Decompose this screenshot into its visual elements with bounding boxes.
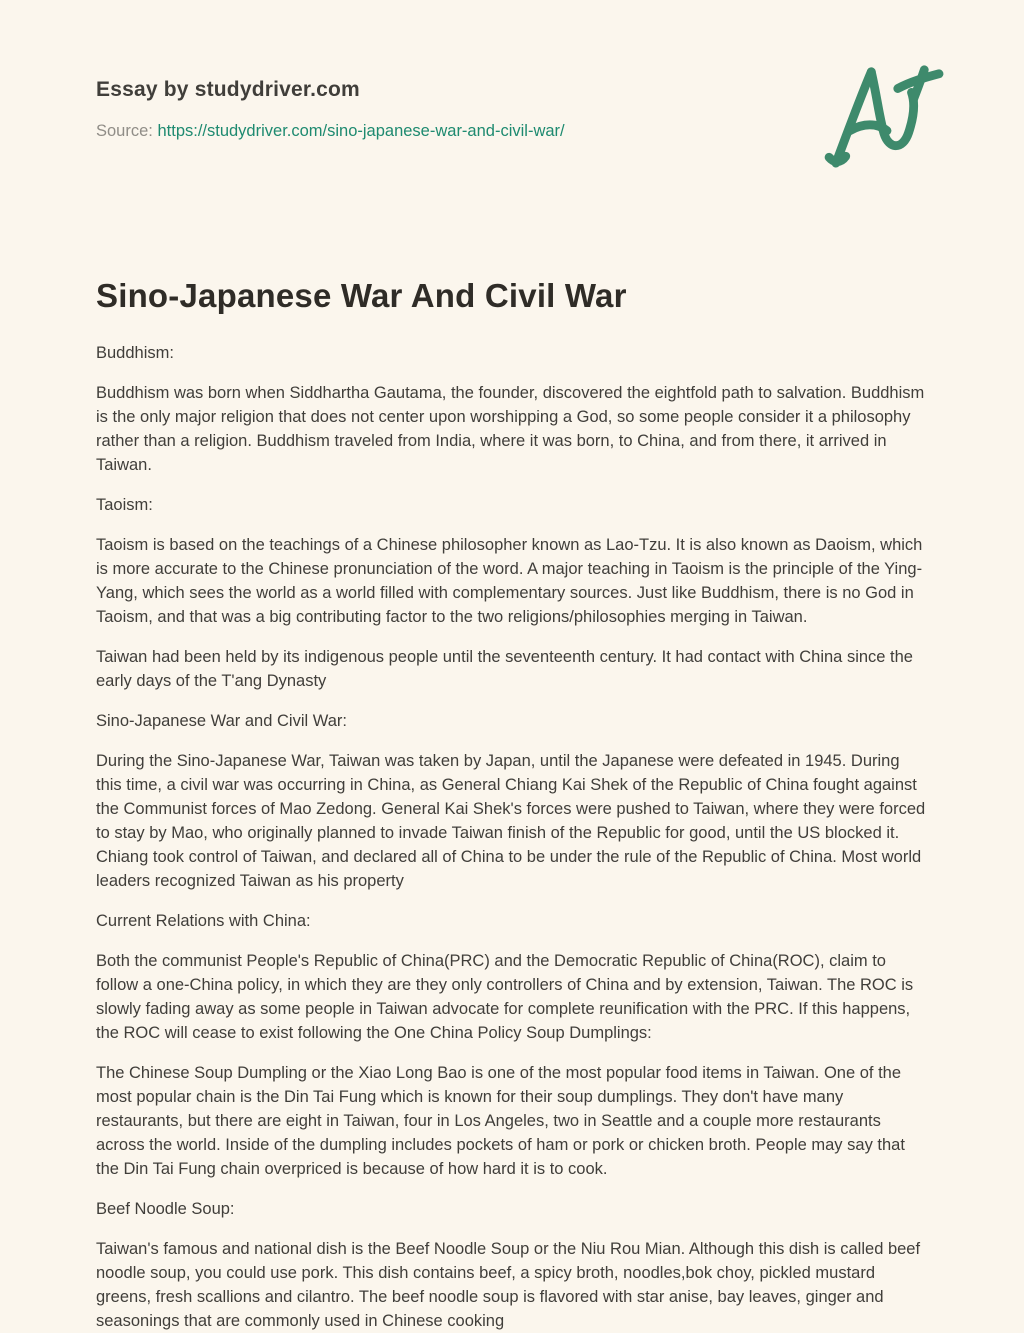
essay-title: Sino-Japanese War And Civil War bbox=[96, 277, 627, 314]
section-label-sino-japanese-war: Sino-Japanese War and Civil War: bbox=[96, 712, 347, 730]
source-label: Source: bbox=[96, 122, 153, 140]
essay-paragraph: Both the communist People's Republic of China(PRC) and the Democratic Republic of China(ROC), claim to follow a one-China policy, in which they are they only controllers of China and by extension, Taiwan. The ROC is slowly fading away as some people in Taiwan advocate for complete reunification with the PRC. If this happens, the ROC will cease to exist following the One China Policy Soup Dumplings: bbox=[96, 952, 914, 1042]
section-label-buddhism: Buddhism: bbox=[96, 344, 174, 362]
section-label-beef-noodle-soup: Beef Noodle Soup: bbox=[96, 1200, 235, 1218]
header-title: Essay by studydriver.com bbox=[96, 78, 360, 101]
essay-paragraph: Taiwan had been held by its indigenous people until the seventeenth century. It had contact with China since the early days of the T'ang Dynasty bbox=[96, 648, 913, 690]
section-label-current-relations: Current Relations with China: bbox=[96, 912, 311, 930]
essay-paragraph: Taiwan's famous and national dish is the Beef Noodle Soup or the Niu Rou Mian. Although this dish is called beef noodle soup, you could use pork. This dish contains beef, a spicy broth, noodles,bok choy, pickled mustard greens, fresh scallions and cilantro. The beef noodle soup is flavored with star anise, bay leaves, ginger and seasonings that are commonly used in Chinese cooking bbox=[96, 1240, 921, 1330]
essay-paragraph: Buddhism was born when Siddhartha Gautama, the founder, discovered the eightfold path to salvation. Buddhism is the only major religion that does not center upon worshipping a God, so some people consider it a philosophy rather than a religion. Buddhism traveled from India, where it was born, to China, and from there, it arrived in Taiwan. bbox=[96, 384, 925, 474]
essay-paragraph: Taoism is based on the teachings of a Chinese philosopher known as Lao-Tzu. It is also known as Daoism, which is more accurate to the Chinese pronunciation of the word. A major teaching in Taoism is the principle of the Ying-Yang, which sees the world as a world filled with complementary sources. Just like Buddhism, there is no God in Taoism, and that was a big contributing factor to the two religions/philosophies merging in Taiwan. bbox=[96, 536, 923, 626]
source-link[interactable]: https://studydriver.com/sino-japanese-war-and-civil-war/ bbox=[157, 122, 565, 140]
essay-content bbox=[96, 277, 928, 1333]
section-label-taoism: Taoism: bbox=[96, 496, 153, 514]
essay-paragraph: During the Sino-Japanese War, Taiwan was taken by Japan, until the Japanese were defeated in 1945. During this time, a civil war was occurring in China, as General Chiang Kai Shek of the Republic of China fought against the Communist forces of Mao Zedong. General Kai Shek's forces were pushed to Taiwan, where they were forced to stay by Mao, who originally planned to invade Taiwan finish of the Republic for good, until the US blocked it. Chiang took control of Taiwan, and declared all of China to be under the rule of the Republic of China. Most world leaders recognized Taiwan as his property bbox=[96, 752, 926, 890]
doc-header bbox=[96, 78, 928, 170]
essay-paragraph: The Chinese Soup Dumpling or the Xiao Long Bao is one of the most popular food items in Taiwan. One of the most popular chain is the Din Tai Fung which is known for their soup dumplings. They don't have many restaurants, but there are eight in Taiwan, four in Los Angeles, two in Seattle and a couple more restaurants across the world. Inside of the dumpling includes pockets of ham or pork or chicken broth. People may say that the Din Tai Fung chain overpriced is because of how hard it is to cook. bbox=[96, 1064, 905, 1178]
essay-body bbox=[96, 341, 928, 1333]
source-line bbox=[96, 122, 565, 141]
header-text-block bbox=[96, 78, 565, 141]
studydriver-a-plus-logo-icon bbox=[822, 62, 950, 170]
